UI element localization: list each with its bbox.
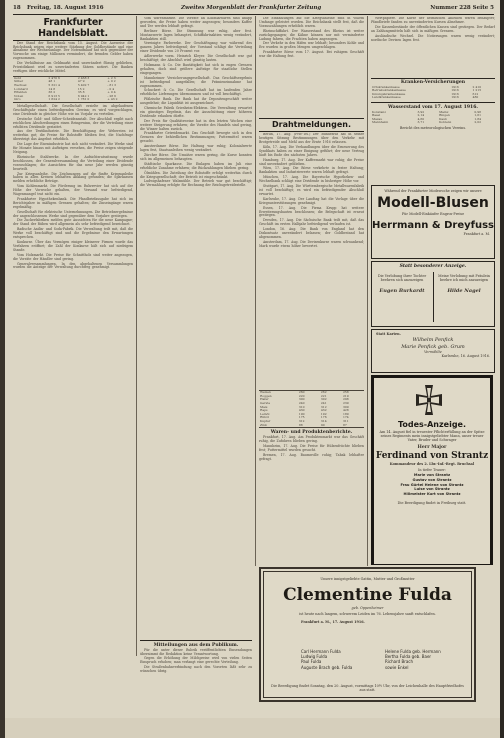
column-divider [255,16,256,566]
mourner-name: Paul Fulda [301,659,322,665]
article-text: Vom Warenmarkte. Die Vorräte an Kolonialwaren sind knapp geworden, die Preise haben weiter angezogen; besonders Kaffee und Tee werden lebhaft gefragt. Berliner Börse. Die Stimmung war ruhig, aber fest. Montanwerte lagen behauptet, Schiffahrtsaktien wenig verändert, Bankaktien still. Vereinigte Farbwerke. Der Geschäftsgang war während des ganzen Jahres befriedigend; der Vorstand schlägt die Verteilung einer Dividende von 20 Prozent vor. Adlerwerke vorm. Heinrich Kleyer. Die Gesellschaft war gut beschäftigt; der Abschluß wird günstig lauten. Holzmann & Co. Die Bautätigkeit hat sich in engen Grenzen gehalten, doch sind größere Aufträge für staatliche Stellen eingegangen. Mannheimer Versicherungsgesellschaft. Das Geschäftsergebnis ist befriedigend ausgefallen; die Prämieneinnahme hat zugenommen. Schuckert & Co. Die Gesellschaft hat im laufenden Jahre erhebliche Lieferungen übernommen und ist voll beschäftigt. Pfälzische Bank. Die Bank hat ihr Depositengeschäft weiter ausgedehnt; die Liquidität ist ausgezeichnet. Chemische Fabrik Griesheim-Elektron. Die Verwaltung erwartet ein günstiges Ergebnis, das die Ausschüttung einer höheren Dividende erlauben dürfte. Der Preis für Qualitätsweine hat in den letzten Wochen eine weitere Steigerung erfahren; die Vorräte des Handels sind gering, die Winzer halten zurück. Frankfurter Getreidemarkt. Das Geschäft bewegte sich in den Grenzen der behördlichen Bestimmungen; Futtermittel waren gesucht. Amsterdamer Börse. Die Haltung war ruhig; Kolonialwerte lagen fest, Staatsanleihen wenig verändert. Zürcher Börse. Die Umsätze waren gering, die Kurse konnten sich im allgemeinen behaupten. Städtische Sparkasse. Die Einlagen haben im Juli eine erhebliche Zunahme erfahren; die Rückzahlungen blieben gering. Ölmühlen. Die Zuteilung der Rohstoffe erfolgt weiterhin durch die Kriegsgesellschaft; der Betrieb ist eingeschränkt. Ludwigshafener Walzmühle. Der Betrieb war gut beschäftigt; die Vermahlung erfolgte für Rechnung der Reichsgetreidestelle. [140,17,252,188]
mourner-name: Richard Brach [385,659,414,665]
notice-title: Statt Karten. [376,332,401,336]
notice-title: Statt besonderer Anzeige. [399,264,467,269]
mourner-list-right [385,649,465,670]
mourner-name: Ludwig Fulda [301,654,328,660]
page-header [13,2,494,14]
section-title: Waren- und Produktenberichte. [270,430,353,436]
notice-name: Marie Penfick geb. Grum [401,343,465,350]
water-level-table: Konstanz 3,92 Mainz 0,98 Basel 2,14 Bingen 1,61 Maxau 4,60 Kaub 1,84 Mannheim 3,71 Koblenz 2,02 [372,110,482,125]
mourner-name: Hillmeister Kurt von Strantz [403,492,461,497]
weather-title: Wasserstand vom 17. August 1916. [387,104,479,110]
column-divider [367,16,368,566]
section-title: Drahtmeldungen. [271,119,351,129]
ad-subtitle: Für Modell-Einkäufer Engros-Preise [401,212,465,217]
header-page-number: Nummer 228 Seite 5 [430,5,494,11]
fulda-death-notice: Unsere innigstgeliebte Gattin, Mutter und Großmutter Clementine Fulda geb. Oppenheimer ist heute nach langem, schwerem Leiden im 76. Lebensjahre sanft entschlafen. Frankfurt a. M., 17. August 1916. Carl Hermann Fulda Ludwig Fulda Paul Fulda Auguste Brach geb. Fulda Helene Fulda geb. Hermann Bertha Fulda geb. Baer Richard Brach sowie Enkel Die Beerdigung findet Sonntag, den 20. August, vormittags 10½ Uhr, von der Leichenhalle des Hauptfriedhofes aus statt. [259,567,476,702]
notice-name: Ferdinand von Strantz [375,450,489,461]
mourner-list-left [301,649,371,670]
mourner-name: Marie von Strantz [413,473,451,478]
right-column [371,17,495,565]
notice-maiden-name: geb. Oppenheimer [351,606,384,611]
notice-name-right: Hilde Nagel [447,288,481,295]
ad-intro: Während der Frankfurter Modewoche zeigen wir unsere [384,189,482,193]
notice-right: Meine Verlobung mit Fräulein beehre ich mich anzuzeigen Hilde Nagel [436,274,492,295]
notice-name: Wilhelm Penfick [412,337,454,344]
ad-title: Modell-Blusen [377,195,489,212]
iron-cross-icon [412,383,446,417]
header-date: Freitag, 18. August 1916 [27,5,104,11]
marriage-notice [371,329,495,373]
notice-name-left: Eugen Burkardt [379,288,425,295]
notice-place: Karlsruhe, 16. August 1916. [441,354,490,359]
page-margin [5,718,500,738]
mourner-list [374,473,490,497]
section-title: Mitteilungen aus dem Publikum. [153,642,239,648]
header-corner: 18 [13,5,21,11]
header-rule [13,14,494,15]
modell-blusen-ad [371,185,495,259]
mourner-name: Auguste Brach geb. Fulda [301,664,353,670]
notice-role: Kommandeur des 2. Lbr.-Inf.-Regt. Bruchsal [389,461,475,466]
bank-statement-table: Gold 2 470 6 2 468 3 + 2 3 Silber 48 1 47 9 + 0 2 Wechsel 5 321 4 5 402 7 - 81 3 Lombard 14 8 15 2 - 0 4 Effekten 36 2 35 8 + 0 4 Noten 6 913 5 6 942 1 - 28 6 Giro 1 824 2 1 781 0 + 43 2 [13,76,133,103]
ad-city: Frankfurt a. M. [463,232,490,237]
newspaper-page [5,0,500,738]
middle-right-column [259,17,364,565]
death-notice: Todes-Anzeige. Am 14. August fiel in treuester Pflichterfüllung an der Spitze seines Regiments mein innigstgeliebter Mann, unser treuer Vater, Bruder und Schwager Herr Major Ferdinand von Strantz Kommandeur des 2. Lbr.-Inf.-Regt. Bruchsal In tiefer Trauer: Marie von Strantz Gustav von Strantz Frau Gürtel Helene von Strantz Luise von Strantz Hillmeister Kurt von Strantz Die Beerdigung findet in Freiburg statt. [371,375,493,565]
ad-firm: Herrmann & Dreyfuss [372,220,495,232]
left-column [13,17,133,717]
mourner-name: Gustav von Strantz [412,477,452,482]
article-text: Metallgesellschaft. Die Gesellschaft erzielte im abgelaufenen Geschäftsjahr einen befriedigenden Gewinn; es wird vorgeschlagen, eine Dividende in gleicher Höhe wie im Vorjahr zu verteilen. Deutsche Gold- und Silber-Scheideanstalt. Der Abschluß ergibt nach reichlichen Abschreibungen einen Reingewinn, der die Verteilung einer erhöhten Dividende gestattet. Aus der Textilindustrie. Die Beschäftigung der Webereien ist weiterhin gut; die Preise für Rohstoffe bleiben fest, die Nachfrage übersteigt das Angebot erheblich. Die Lage der Eisenindustrie hat sich nicht verändert. Die Werke sind für Monate hinaus mit Aufträgen versehen, die Preise zeigen steigende Neigung. Rheinische Stahlwerke. In der Aufsichtsratssitzung wurde beschlossen, der Generalversammlung die Verteilung einer Dividende vorzuschlagen; die Aussichten für das neue Jahr werden günstig beurteilt. Zur Kriegsanleihe. Die Zeichnungen auf die fünfte Kriegsanleihe haben in allen Kreisen lebhaften Anklang gefunden; die Sparkassen melden erhebliche Beträge. Vom Kohlenmarkt. Die Förderung im Ruhrrevier hat sich auf der Höhe der Vorwoche gehalten, der Versand war befriedigend, Wagenmangel trat nicht ein. Frankfurter Hypothekenbank. Die Pfandbriefausgabe hat sich im Berichtsjahre in mäßigen Grenzen gehalten; die Zinseingänge waren regelmäßig. Gesellschaft für elektrische Unternehmungen. Die Betriebsergebnisse der angeschlossenen Werke sind gegenüber dem Vorjahre gestiegen. Die Zuckerfabriken melden gute Aussichten für die neue Kampagne; der Stand der Rüben wird allgemein als sehr befriedigend bezeichnet. Badische Anilin- und Soda-Fabrik. Die Verwaltung teilt mit, daß die Werke voll beschäftigt sind und die Ergebnisse den Erwartungen entsprechen. Konkurse. Über das Vermögen einiger kleinerer Firmen wurde das Verfahren eröffnet; die Zahl der Konkurse hält sich auf niedrigem Stande. Vom Holzmarkt. Die Preise für Schnittholz sind weiter angezogen, die Vorräte der Händler sind gering. Generalversammlungen. In den abgehaltenen Versammlungen wurden die Anträge der Verwaltung durchweg genehmigt. [13,104,133,270]
notice-left: Die Verlobung ihrer Tochter beehren sich anzuzeigen Eugen Burkardt [374,274,430,295]
mourner-name: Frau Gürtel Helene von Strantz [400,482,464,487]
notice-intro: Unsere innigstgeliebte Gattin, Mutter und Großmutter [320,577,415,581]
mourner-name: Helene Fulda geb. Hermann [385,649,441,654]
article-text: Wertpapiere. Die Kurse der heimischen Anleihen waren behauptet; Pfandbriefe fanden zu unveränderten Kursen Abnehmer. Die Kassenbestände der öffentlichen Kassen sind gestiegen. Der Bedarf an Zahlungsmitteln hält sich in mäßigen Grenzen. Ausländische Wechsel. Die Notierungen waren wenig verändert; nordische Devisen lagen fest. [371,17,495,42]
mourner-name: Luise von Strantz [414,487,450,492]
article-text: Der Stand der Reichsbank vom 15. August. Die Ausweise der Reichsbank zeigen eine weitere Stärkung der Goldbestände und eine Abnahme der Wechselanlage. Der Notenumlauf hat sich gegenüber der Vorwoche um einige Millionen vermindert, die fremden Gelder haben zugenommen. Die Verhältnisse am Geldmarkt sind unverändert flüssig geblieben, Privatdiskont wird zu unveränderten Sätzen notiert. Die Banken verfügen über reichliche Mittel. [13,40,133,73]
section-title: Kranken-Versicherungen [400,79,466,85]
wedding-notice [371,261,495,327]
article-text: Frankfurt, 17. Aug. Am Produktenmarkt war das Geschäft ruhig, die Zufuhren blieben gering. Mannheim, 17. Aug. Die Preise für Hülsenfrüchte blieben fest; Futtermittel wurden gesucht. Bremen, 17. Aug. Baumwolle ruhig; Tabak lebhafter gefragt. [259,435,364,461]
middle-left-column [140,17,252,717]
notice-status: Vermählte [424,350,442,355]
column-divider [136,16,137,656]
weather-note: Bericht des meteorologischen Vereins. [399,125,467,130]
mourner-name: Carl Hermann Fulda [301,649,341,654]
notice-name: Clementine Fulda [283,585,452,606]
article-text: Berlin, 17. Aug. (Priv.-Tel.) Der Bundesrat hat in seiner heutigen Sitzung Bestimmungen über den Verkehr mit Brotgetreide und Mehl aus der Ernte 1916 erlassen. Köln, 17. Aug. Die Verhandlungen über die Erneuerung des Syndikats haben zu einer Einigung geführt; der neue Vertrag läuft bis Ende des nächsten Jahres. Hamburg, 17. Aug. Der Kaffeemarkt war ruhig; die Preise sind unverändert geblieben. Wien, 17. Aug. Die Börse verkehrte in fester Haltung; Bankaktien und Industriewerte waren lebhaft gefragt. München, 17. Aug. Die Bayerische Hypotheken- und Wechselbank schlägt eine Dividende in bisheriger Höhe vor. Stuttgart, 17. Aug. Die Württembergische Metallwarenfabrik ist voll beschäftigt; es wird ein befriedigender Abschluß erwartet. Karlsruhe, 17. Aug. Der Landtag hat die Vorlage über die Kriegsunterstützungen genehmigt. Essen, 17. Aug. Die Firma Krupp hat weitere Erweiterungsbauten beschlossen; die Belegschaft ist erneut gestiegen. Dresden, 17. Aug. Die Sächsische Bank teilt mit, daß das Geschäft im ersten Halbjahr befriedigend verlaufen ist. London, 16. Aug. Die Bank von England hat den Diskontsatz unverändert belassen; der Goldbestand hat abgenommen. Amsterdam, 17. Aug. Die Devisenkurse waren schwankend; Mark wurde etwas höher bewertet. [259,133,364,248]
article-text: Für die unter dieser Rubrik veröffentlichten Einsendungen übernimmt die Redaktion keine Verantwortung. Gegen die Erhöhung der Milchpreise wird von vielen Seiten Einspruch erhoben; man verlangt eine gerechte Verteilung. Die Straßenbahnverbindung nach den Vororten läßt sehr zu wünschen übrig. [140,647,252,674]
header-title: Zweites Morgenblatt der Frankfurter Zeitung [181,5,322,11]
mourner-name: Bertha Fulda geb. Baer [385,654,432,660]
article-text: Die Einzahlungen auf die Kriegsanleihe sind in vollem Umfange geleistet worden. Die Reichsbank stellt fest, daß die Vorauszahlungen erheblich waren. Rheinschiffahrt. Der Wasserstand des Rheins ist weiter zurückgegangen; die Kähne können nur mit verminderter Ladung fahren, die Frachten haben angezogen. Der Verkehr in den Häfen war lebhaft; besonders Kohle und Erz wurden in großen Mengen umgeschlagen. Frankfurter Börse vom 17. August. Bei ruhigem Geschäft war die Haltung fest. [259,17,364,59]
notice-rank: Herr Major [417,444,447,450]
notice-title: Todes-Anzeige. [397,420,467,429]
notice-place: Frankfurt a. M., 17. August 1916. [301,619,365,624]
section-title: Frankfurter Handelsblatt. [38,17,108,39]
insurance-table: Ortskrankenkasse 1916 2 410 Betriebskrankenkasse 1916 1 215 Innungskrankenkasse 1916 612 Landkrankenkasse 1916 480 [372,85,482,100]
market-table: Weizen 260 262 258 Roggen 220 221 219 Hafer 300 302 298 Gerste 240 241 239 Mais 310 312 309 Raps 430 432 428 Leinöl 190 192 189 Rüböl 175 176 174 Kupfer 312 314 311 Zink 88 90 87 [259,390,364,428]
mourner-name: sowie Enkel [385,664,409,670]
